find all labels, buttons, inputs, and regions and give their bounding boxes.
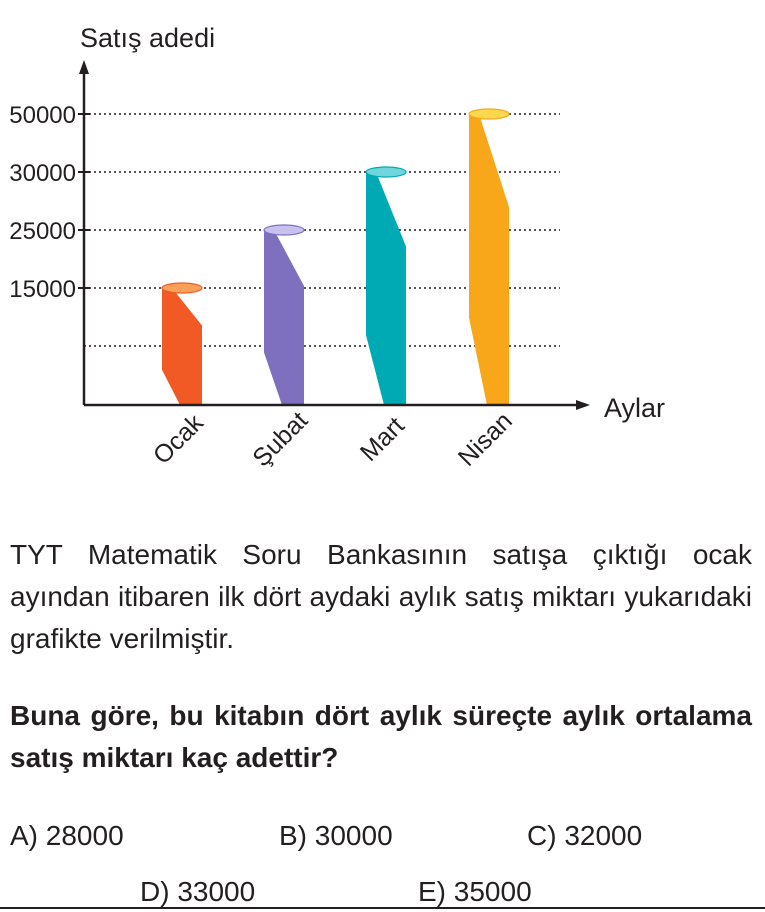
question-text: TYT Matematik Soru Bankasının satışa çıktığı ocak ayından itibaren ilk dört aydaki aylık satış miktarı yukarıdaki grafikte verilmiştir. [10, 539, 752, 654]
option-d[interactable]: D) 33000 [140, 876, 256, 907]
category-label: Mart [354, 411, 410, 467]
y-tick-label: 50000 [9, 102, 76, 129]
category-label: Nisan [452, 406, 518, 472]
y-axis-label: Satış adedi [80, 23, 216, 53]
bar-mart [366, 172, 406, 405]
x-axis-arrow [576, 400, 590, 410]
bottom-rule [0, 907, 765, 909]
y-tick-label: 30000 [9, 160, 76, 187]
bar-top-cap [264, 225, 304, 235]
x-axis-label: Aylar [604, 393, 666, 423]
question-prompt: Buna göre, bu kitabın dört aylık süreçte aylık ortalama satış miktarı kaç adettir? [10, 700, 752, 773]
y-tick-label: 15000 [9, 276, 76, 303]
option-a[interactable]: A) 28000 [10, 820, 124, 851]
bar-top-cap [162, 283, 202, 293]
y-tick-label: 25000 [9, 218, 76, 245]
category-label: Şubat [247, 406, 314, 473]
option-b[interactable]: B) 30000 [279, 820, 393, 851]
bar-şubat [264, 230, 304, 405]
option-c[interactable]: C) 32000 [527, 820, 643, 851]
bar-nisan [469, 114, 509, 405]
bar-top-cap [366, 167, 406, 177]
bar-top-cap [469, 109, 509, 119]
y-axis-arrow [79, 60, 89, 74]
category-label: Ocak [147, 408, 209, 470]
option-e[interactable]: E) 35000 [418, 876, 532, 907]
bar-ocak [162, 288, 202, 405]
